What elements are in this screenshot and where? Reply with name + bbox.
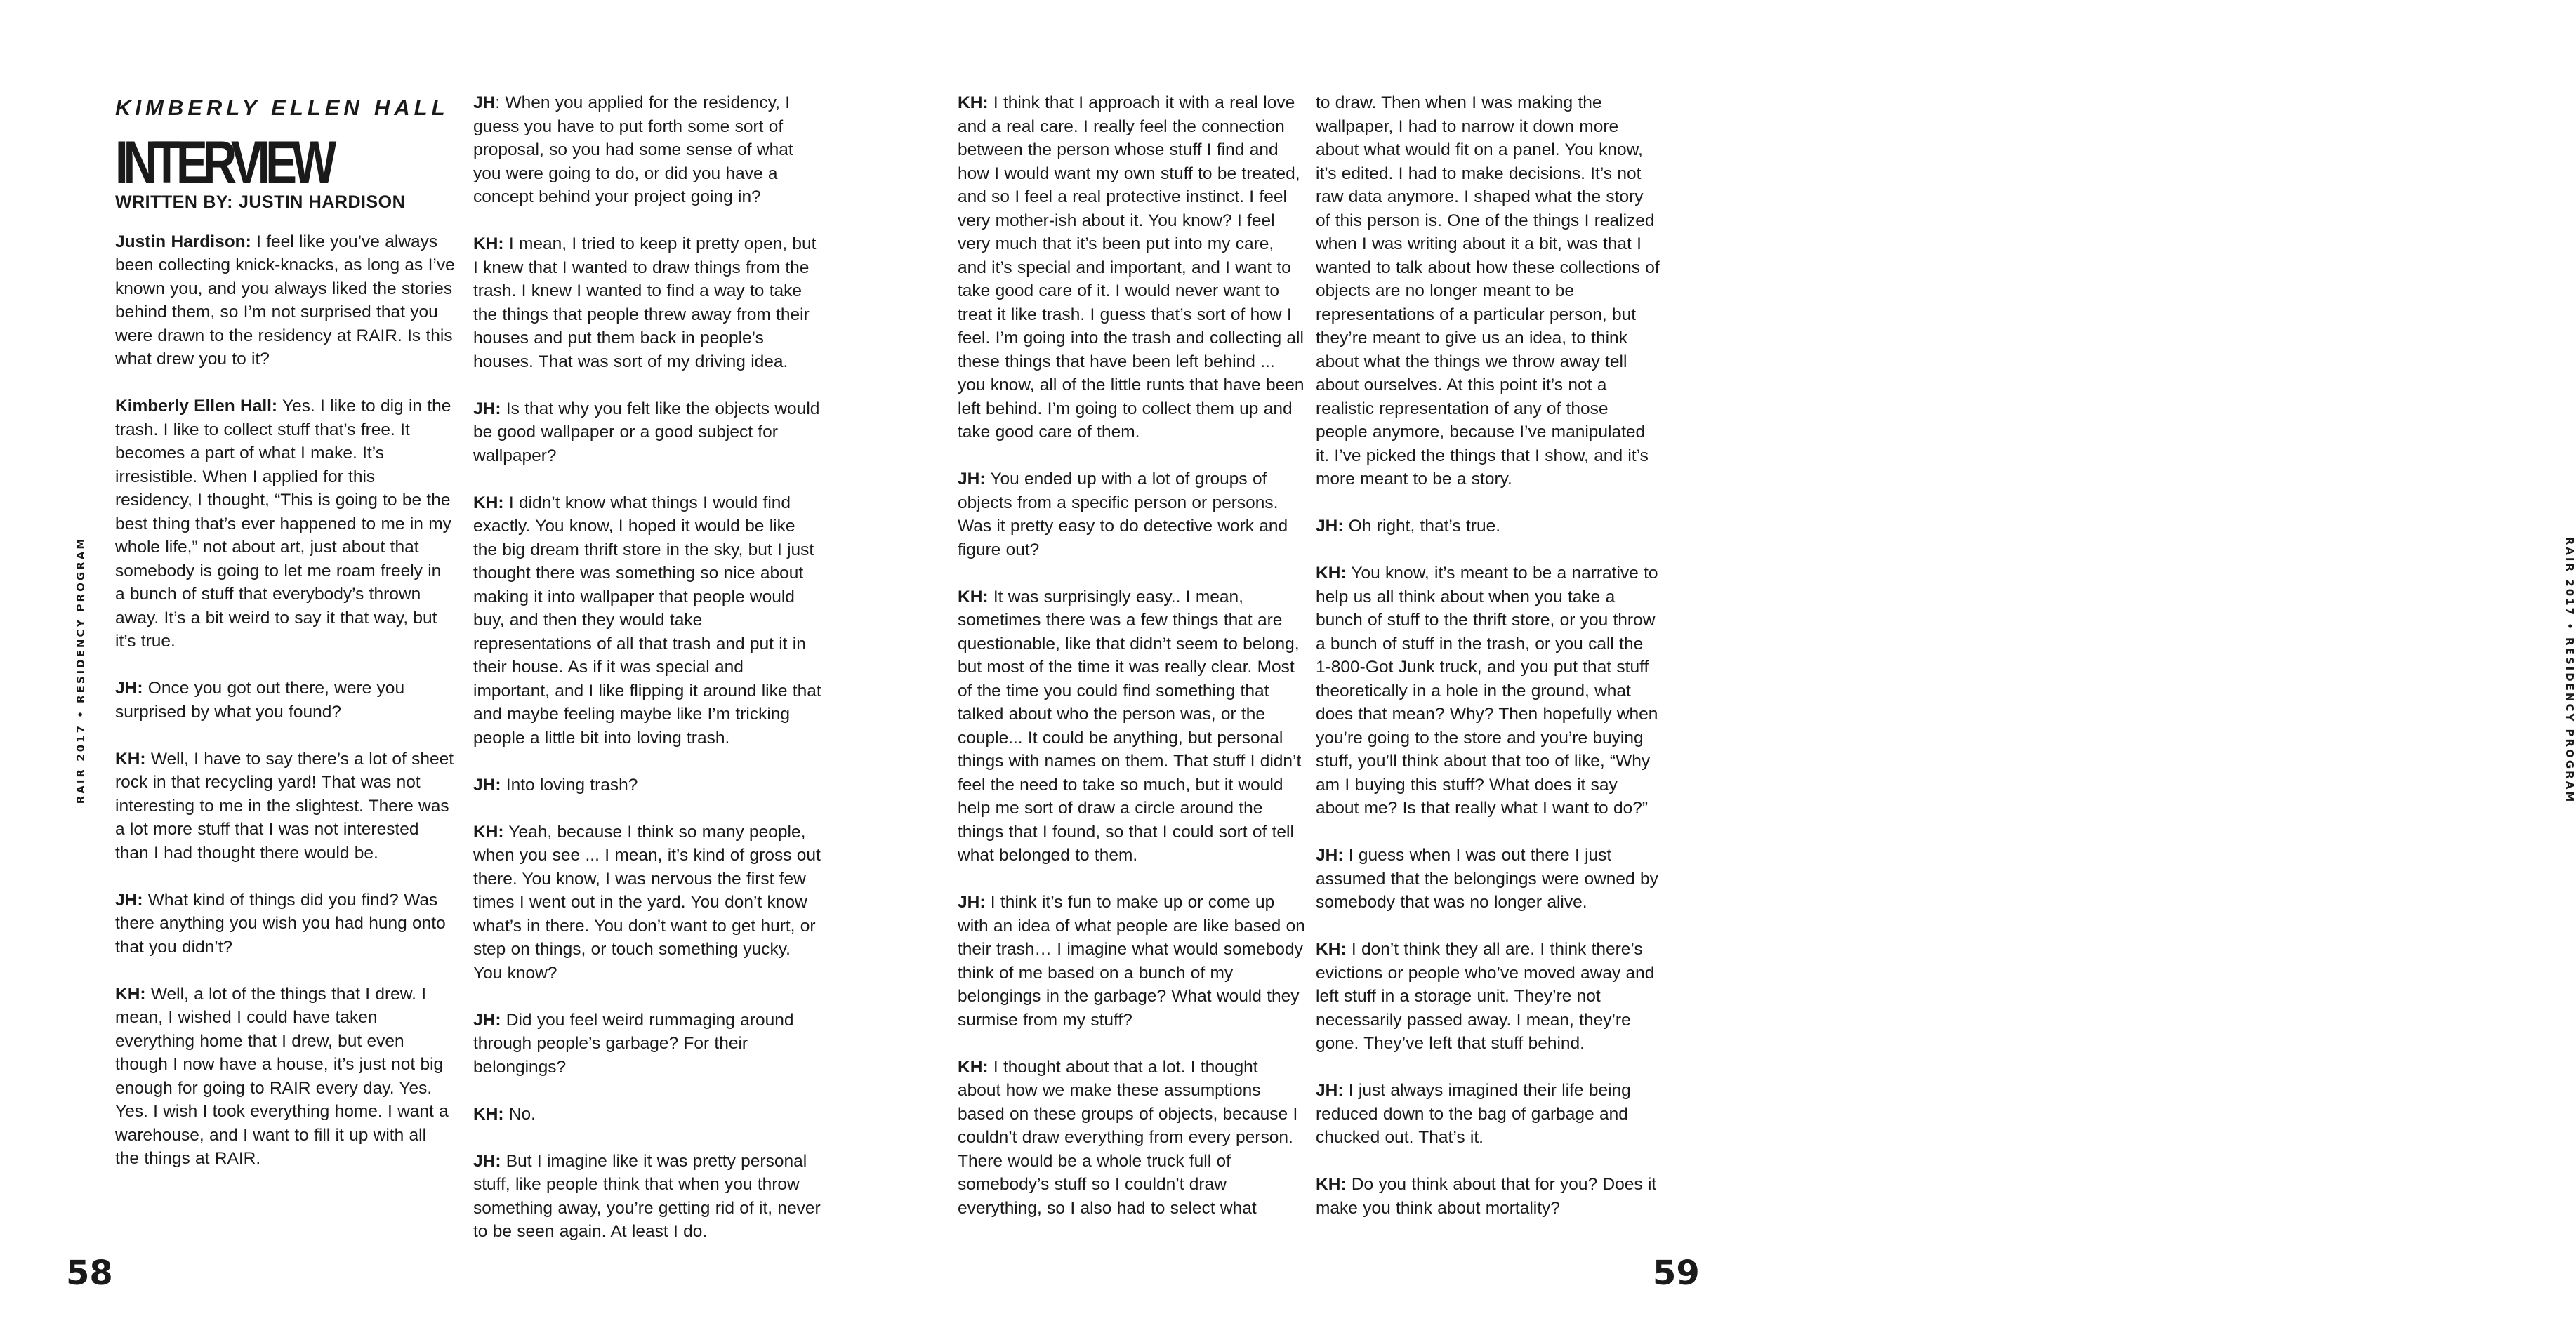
interview-paragraph <box>473 1009 821 1080</box>
speaker-label: Justin Hardison: <box>115 232 251 251</box>
interview-paragraph <box>1316 1079 1660 1150</box>
paragraph-text: Yeah, because I think so many people, when you see ... I mean, it’s kind of gross out there. You know, I was nervous the first few times I went out in the yard. You don’t know what’s in there. You don’t want to get hurt, or step on things, or touch something yucky. You know? <box>473 822 821 983</box>
interview-paragraph <box>1316 844 1660 915</box>
paragraph-text: I think that I approach it with a real love and a real care. I really feel the connection between the person whose stuff I find and how I would want my own stuff to be treated, and so I feel a real protective instinct. I feel very mother-ish about it. You know? I feel very much that it’s been put into my care, and it’s special and important, and I want to take good care of it. I would never want to treat it like trash. I guess that’s sort of how I feel. I’m going into the trash and collecting all these things that have been left behind ... you know, all of the little runts that have been left behind. I’m going to collect them up and take good care of them. <box>958 93 1304 441</box>
speaker-label: KH: <box>473 493 504 512</box>
speaker-label: JH: <box>473 1010 501 1030</box>
speaker-label: JH: <box>958 470 986 489</box>
interview-paragraph <box>1316 562 1660 821</box>
speaker-label: KH: <box>1316 940 1347 959</box>
page-number-left: 58 <box>66 1254 113 1293</box>
paragraph-text: I didn’t know what things I would find exactly. You know, I hoped it would be like the big dream thrift store in the sky, but I just thought there was something so nice about making it into wallpaper that people would buy, and then they would take representations of all that trash and put it in their house. As if it was special and important, and I like flipping it around like that and maybe feeling maybe like I’m tricking people a little bit into loving trash. <box>473 493 821 748</box>
paragraph-text: I don’t think they all are. I think there’s evictions or people who’ve moved away and left stuff in a storage unit. They’re not necessarily passed away. I mean, they’re gone. They’ve left that stuff behind. <box>1316 940 1655 1053</box>
speaker-label: JH <box>473 93 496 112</box>
paragraph-text: I think it’s fun to make up or come up with an idea of what people are like based on their trash… I imagine what would somebody think of me based on a bunch of my belongings in the garbage? What would they surmise from my stuff? <box>958 893 1305 1030</box>
interview-paragraph <box>115 394 455 653</box>
paragraph-text: But I imagine like it was pretty personal stuff, like people think that when you throw something away, you’re getting rid of it, never to be seen again. At least I do. <box>473 1151 821 1241</box>
speaker-label: KH: <box>473 822 504 842</box>
column-4 <box>1316 91 1660 1244</box>
speaker-label: JH: <box>1316 846 1344 865</box>
speaker-label: JH: <box>115 679 143 698</box>
paragraph-text: : When you applied for the residency, I guess you have to put forth some sort of proposal, so you had some sense of what you were going to do, or did you have a concept behind your project going in? <box>473 93 793 206</box>
interview-paragraph <box>1316 91 1660 491</box>
column-1-body <box>115 230 455 1171</box>
interview-paragraph <box>1316 514 1660 538</box>
column-2 <box>473 91 821 1267</box>
paragraph-text: I thought about that a lot. I thought about how we make these assumptions based on these groups of objects, because I couldn’t draw everything from every person. There would be a whole truck full of somebody’s stuff so I couldn’t draw everything, so I also had to select what <box>958 1057 1298 1218</box>
interview-paragraph <box>1316 938 1660 1056</box>
interview-paragraph <box>115 889 455 959</box>
paragraph-text: Did you feel weird rummaging around through people’s garbage? For their belongings? <box>473 1010 794 1077</box>
paragraph-text: Is that why you felt like the objects would be good wallpaper or a good subject for wallpaper? <box>473 399 820 465</box>
interview-paragraph <box>958 1056 1306 1221</box>
interview-paragraph <box>958 891 1306 1032</box>
speaker-label: JH: <box>958 893 986 912</box>
speaker-label: JH: <box>473 1151 501 1171</box>
column-2-body <box>473 91 821 1244</box>
paragraph-text: to draw. Then when I was making the wallpaper, I had to narrow it down more about what would fit on a panel. You know, it’s edited. I had to make decisions. It’s not raw data anymore. I shaped what the story of this person is. One of the things I realized when I was writing about it a bit, was that I wanted to talk about how these collections of objects are no longer meant to be representations of a particular person, but they’re meant to give us an idea, to think about what the things we throw away tell about ourselves. At this point it’s not a realistic representation of any of those people anymore, because I’ve manipulated it. I’ve picked the things that I show, and it’s more meant to be a story. <box>1316 93 1660 489</box>
speaker-label: KH: <box>958 587 989 606</box>
column-1 <box>115 90 455 1194</box>
paragraph-text: You ended up with a lot of groups of objects from a specific person or persons. Was it pretty easy to do detective work and figure out? <box>958 470 1288 559</box>
speaker-label: JH: <box>1316 517 1344 536</box>
right-page <box>878 0 2576 1335</box>
speaker-label: KH: <box>958 1057 989 1077</box>
paragraph-text: It was surprisingly easy.. I mean, sometimes there was a few things that are questionable, like that didn’t seem to belong, but most of the time it was really clear. Most of the time you could find something that talked about who the person was, or the couple... It could be anything, but personal things with names on them. That stuff I didn’t feel the need to take so much, but it would help me sort of draw a circle around the things that I found, so that I could sort of tell what belonged to them. <box>958 587 1302 865</box>
interview-paragraph <box>115 677 455 724</box>
interview-paragraph <box>473 821 821 985</box>
paragraph-text: Do you think about that for you? Does it make you think about mortality? <box>1316 1175 1657 1218</box>
interview-paragraph <box>473 773 821 797</box>
paragraph-text: I guess when I was out there I just assumed that the belongings were owned by somebody that was no longer alive. <box>1316 846 1658 912</box>
speaker-label: JH: <box>1316 1081 1344 1100</box>
paragraph-text: What kind of things did you find? Was there anything you wish you had hung onto that you didn’t? <box>115 890 446 957</box>
interview-paragraph <box>958 91 1306 444</box>
byline: WRITTEN BY: JUSTIN HARDISON <box>115 192 406 212</box>
speaker-label: KH: <box>473 234 504 253</box>
interview-paragraph <box>473 397 821 468</box>
interview-paragraph <box>473 1103 821 1127</box>
page-number-right: 59 <box>1653 1254 1700 1293</box>
interview-paragraph <box>473 491 821 750</box>
speaker-label: JH: <box>115 890 143 910</box>
interview-paragraph <box>473 91 821 209</box>
speaker-label: Kimberly Ellen Hall: <box>115 397 278 416</box>
paragraph-text: I mean, I tried to keep it pretty open, but I knew that I wanted to draw things from the trash. I knew I wanted to find a way to take the things that people threw away from their houses and put them back in people’s houses. That was sort of my driving idea. <box>473 234 817 371</box>
paragraph-text: Oh right, that’s true. <box>1343 517 1501 536</box>
column-3 <box>958 91 1306 1244</box>
column-3-body <box>958 91 1306 1220</box>
interview-paragraph <box>115 748 455 865</box>
speaker-label: JH: <box>473 775 501 795</box>
column-4-body <box>1316 91 1660 1220</box>
interview-paragraph <box>115 983 455 1171</box>
paragraph-text: Well, a lot of the things that I drew. I mean, I wished I could have taken everything home that I drew, but even though I now have a house, it’s just not big enough for going to RAIR every day. Yes. Yes. I wish I took everything home. I want a warehouse, and I want to fill it up with all the things at RAIR. <box>115 984 449 1169</box>
paragraph-text: No. <box>503 1104 536 1124</box>
speaker-label: KH: <box>1316 1175 1347 1194</box>
speaker-label: KH: <box>958 93 989 112</box>
headline: INTERVIEW <box>115 129 332 197</box>
paragraph-text: You know, it’s meant to be a narrative to help us all think about when you take a bunch of stuff to the thrift store, or you throw a bunch of stuff in the trash, or you call the 1-800-Got Junk truck, and you put that stuff theoretically in a hole in the ground, what does that mean? Why? Then hopefully when you’re going to the store and you’re buying stuff, you’ll think about that too of like, “Why am I buying this stuff? What does it say about me? Is that really what I want to do?” <box>1316 564 1658 818</box>
interview-paragraph <box>115 230 455 371</box>
paragraph-text: Once you got out there, were you surprised by what you found? <box>115 679 405 722</box>
left-page <box>0 0 878 1335</box>
speaker-label: KH: <box>115 984 146 1004</box>
paragraph-text: Yes. I like to dig in the trash. I like to collect stuff that’s free. It becomes a part of what I make. It’s irresistible. When I applied for this residency, I thought, “This is going to be the best thing that’s ever happened to me in my whole life,” not about art, just about that somebody is going to let me roam freely in a bunch of stuff that everybody’s thrown away. It’s a bit weird to say it that way, but it’s true. <box>115 397 451 651</box>
speaker-label: JH: <box>473 399 501 418</box>
interview-paragraph <box>958 467 1306 562</box>
speaker-label: KH: <box>473 1104 504 1124</box>
interview-paragraph <box>1316 1173 1660 1220</box>
side-label-right: RAIR 2017 • RESIDENCY PROGRAM <box>2563 536 2576 804</box>
paragraph-text: Into loving trash? <box>501 775 638 795</box>
interview-paragraph <box>958 585 1306 868</box>
paragraph-text: I just always imagined their life being reduced down to the bag of garbage and chucked out. That’s it. <box>1316 1081 1631 1147</box>
paragraph-text: Well, I have to say there’s a lot of sheet rock in that recycling yard! That was not interesting to me in the slightest. There was a lot more stuff that I was not interested than I had thought there would be. <box>115 749 454 863</box>
speaker-label: KH: <box>1316 564 1347 583</box>
paragraph-text: I feel like you’ve always been collecting knick-knacks, as long as I’ve known you, and you always liked the stories behind them, so I’m not surprised that you were drawn to the residency at RAIR. Is this what drew you to it? <box>115 232 455 369</box>
kicker: KIMBERLY ELLEN HALL <box>115 95 449 120</box>
side-label-left: RAIR 2017 • RESIDENCY PROGRAM <box>74 536 87 804</box>
interview-paragraph <box>473 232 821 373</box>
speaker-label: KH: <box>115 749 146 769</box>
interview-paragraph <box>473 1150 821 1244</box>
